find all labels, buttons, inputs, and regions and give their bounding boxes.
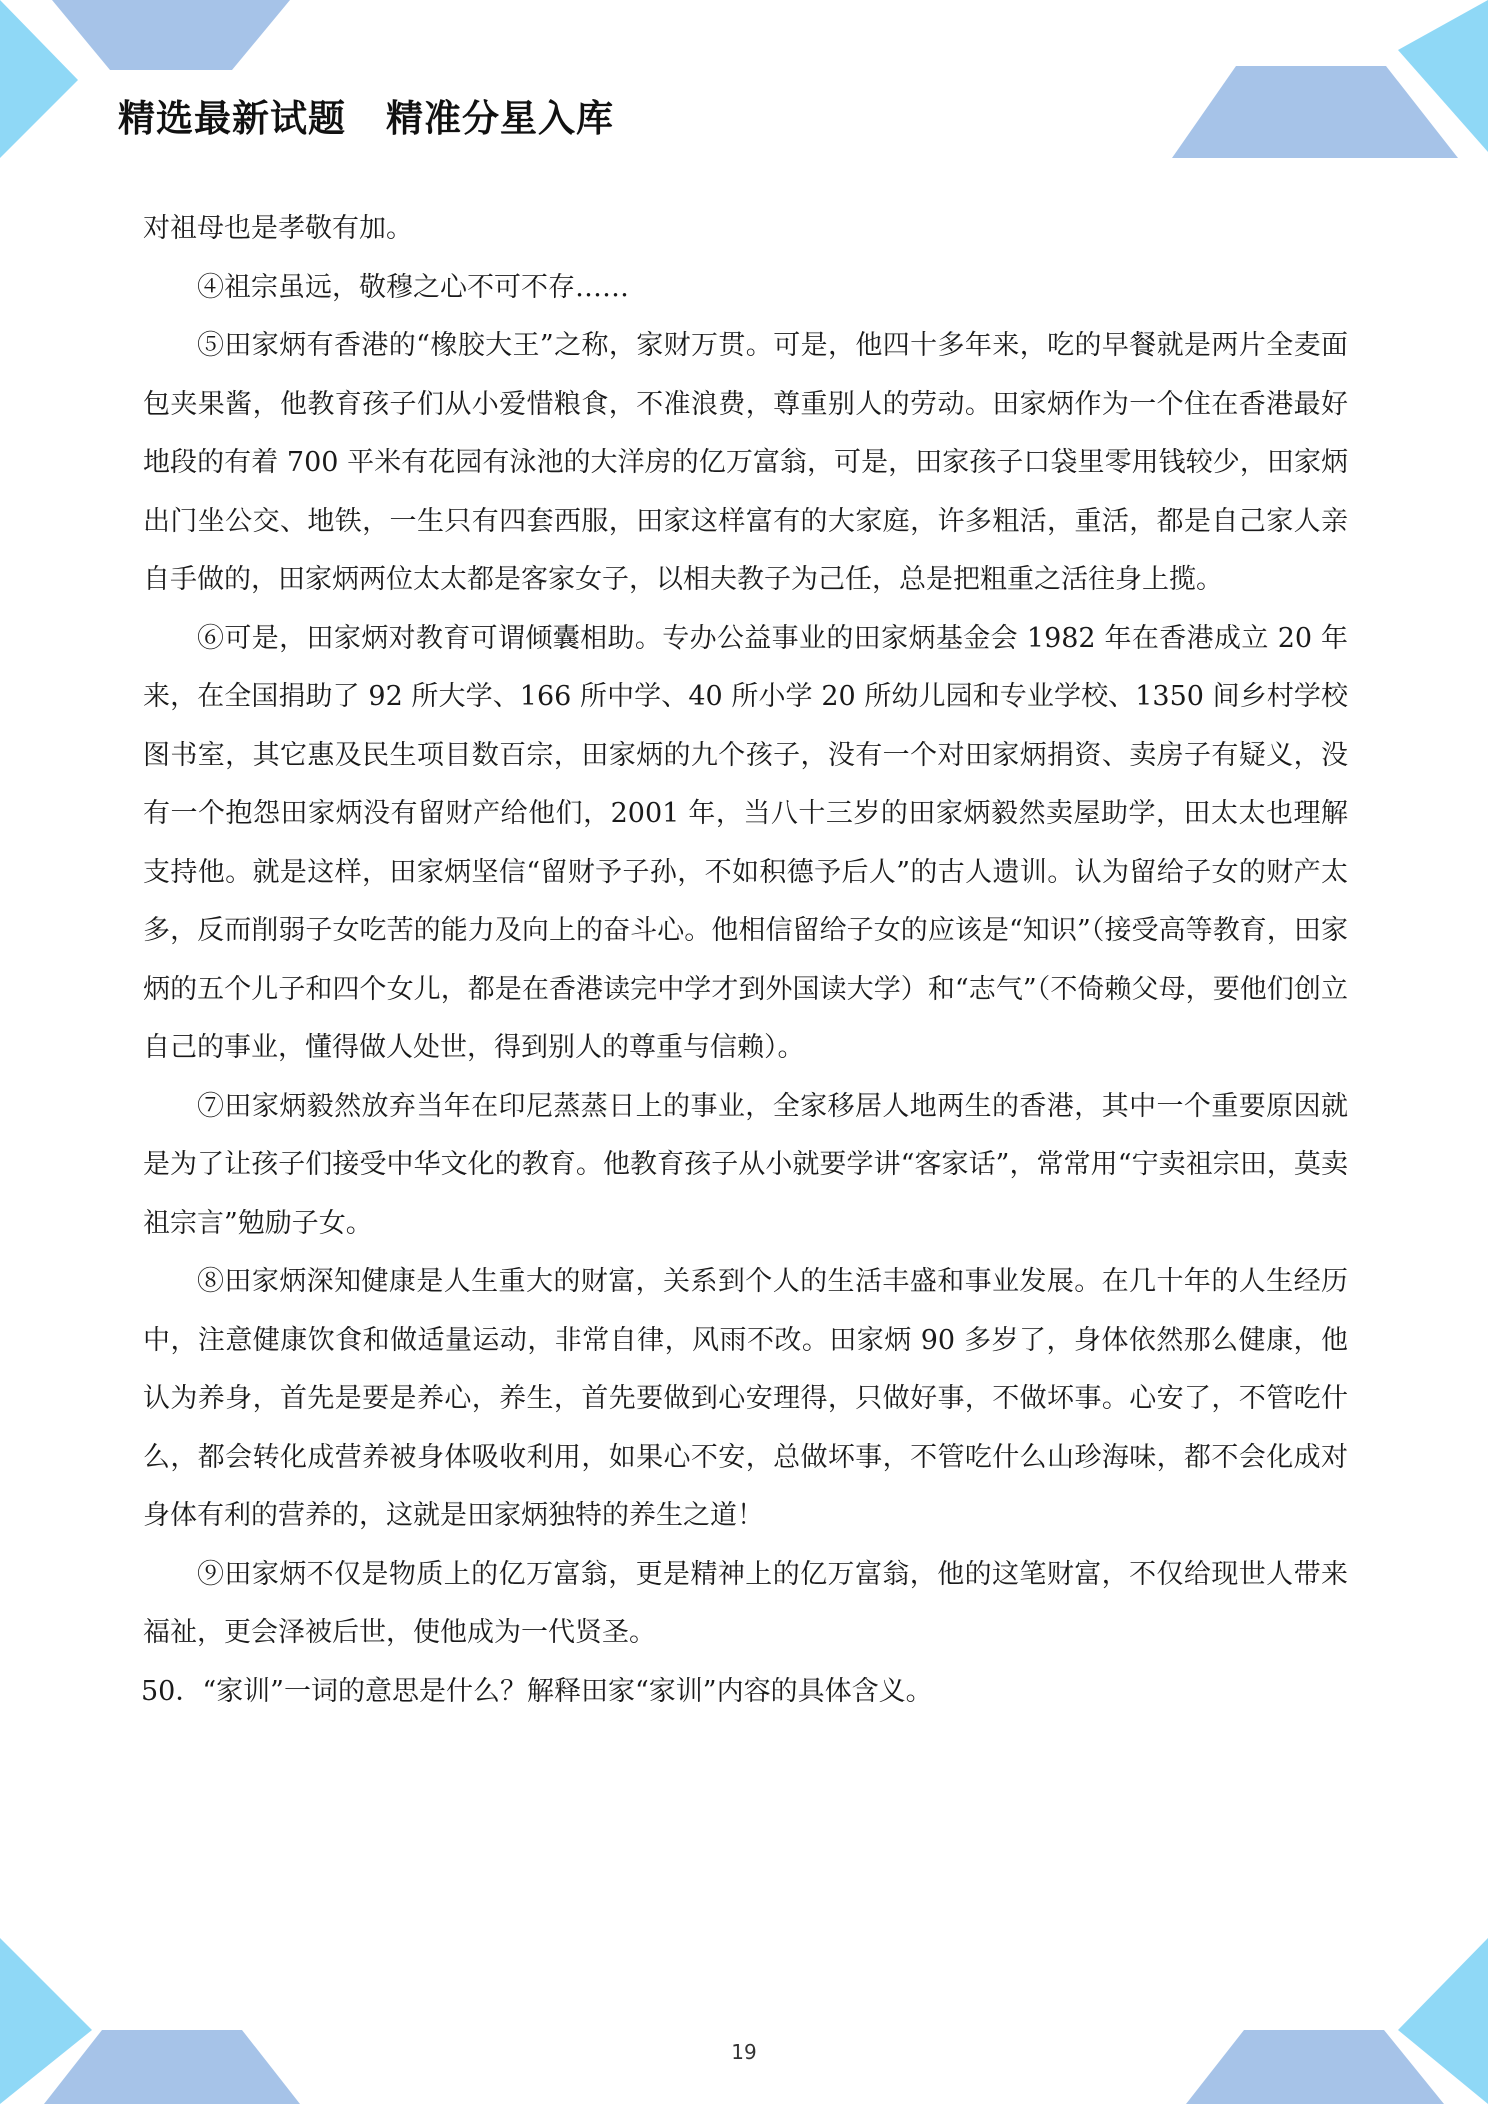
- header-title: [118, 88, 614, 142]
- page-number: 19: [731, 2040, 757, 2064]
- paragraph-8: ⑧田家炳深知健康是人生重大的财富，关系到个人的生活丰盛和事业发展。在几十年的人生经历中，注意健康饮食和做适量运动，非常自律，风雨不改。田家炳 90 多岁了，身体依然那么健康，他认为养身，首先是要是养心，养生，首先要做到心安理得，只做好事，不做坏事。心安了，不管吃什么，都会转化成营养被身体吸收利用，如果心不安，总做坏事，不管吃什么山珍海味，都不会化成对身体有利的营养的，这就是田家炳独特的养生之道！: [143, 1266, 1348, 1531]
- top-left-trapezoid: [52, 0, 290, 70]
- paragraph-9: ⑨田家炳不仅是物质上的亿万富翁，更是精神上的亿万富翁，他的这笔财富，不仅给现世人带来福祉，更会泽被后世，使他成为一代贤圣。: [143, 1558, 1348, 1648]
- paragraph-4: ④祖宗虽远，敬穆之心不可不存……: [197, 271, 629, 303]
- header-title-part1: 精选最新试题: [118, 97, 346, 140]
- paragraph-7: ⑦田家炳毅然放弃当年在印尼蒸蒸日上的事业，全家移居人地两生的香港，其中一个重要原因就是为了让孩子们接受中华文化的教育。他教育孩子从小就要学讲“客家话”，常常用“宁卖祖宗田，莫卖祖宗言”勉励子女。: [143, 1090, 1348, 1239]
- question-50: 50．“家训”一词的意思是什么？解释田家“家训”内容的具体含义。: [141, 1675, 933, 1707]
- paragraph-6: ⑥可是，田家炳对教育可谓倾囊相助。专办公益事业的田家炳基金会 1982 年在香港成立 20 年来，在全国捐助了 92 所大学、166 所中学、40 所小学 20 所幼儿园和专业学校、1350 间乡村学校图书室，其它惠及民生项目数百宗，田家炳的九个孩子，没有一个对田家炳捐资、卖房子有疑义，没有一个抱怨田家炳没有留财产给他们，2001 年，当八十三岁的田家炳毅然卖屋助学，田太太也理解支持他。就是这样，田家炳坚信“留财予子孙，不如积德予后人”的古人遗训。认为留给子女的财产太多，反而削弱子女吃苦的能力及向上的奋斗心。他相信留给子女的应该是“知识”（接受高等教育，田家炳的五个儿子和四个女儿，都是在香港读完中学才到外国读大学）和“志气”（不倚赖父母，要他们创立自己的事业，懂得做人处世，得到别人的尊重与信赖）。: [143, 622, 1348, 1063]
- top-right-trapezoid: [1172, 66, 1458, 158]
- paragraph-continuation: 对祖母也是孝敬有加。: [143, 213, 413, 244]
- header-title-part2: 精准分星入库: [386, 97, 614, 140]
- top-left-corner-triangle: [0, 0, 78, 158]
- article-body: [143, 200, 1348, 1721]
- paragraph-5: ⑤田家炳有香港的“橡胶大王”之称，家财万贯。可是，他四十多年来，吃的早餐就是两片全麦面包夹果酱，他教育孩子们从小爱惜粮食，不准浪费，尊重别人的劳动。田家炳作为一个住在香港最好地段的有着 700 平米有花园有泳池的大洋房的亿万富翁，可是，田家孩子口袋里零用钱较少，田家炳出门坐公交、地铁，一生只有四套西服，田家这样富有的大家庭，许多粗活，重活，都是自己家人亲自手做的，田家炳两位太太都是客家女子，以相夫教子为己任，总是把粗重之活往身上揽。: [143, 330, 1348, 595]
